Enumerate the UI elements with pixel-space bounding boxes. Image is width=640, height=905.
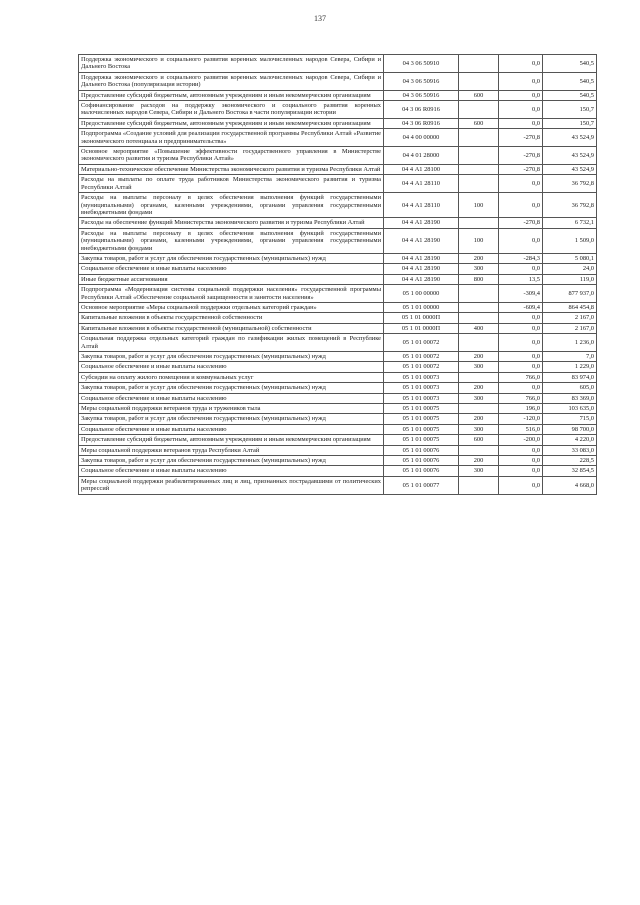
budget-table-body xyxy=(79,55,597,495)
table-row xyxy=(79,218,597,228)
row-change-amount: 0,0 xyxy=(499,334,543,352)
row-total-amount: 4 668,0 xyxy=(543,476,597,494)
row-code: 05 1 01 00075 xyxy=(384,435,459,445)
row-name: Социальное обеспечение и иные выплаты населению xyxy=(79,466,384,476)
row-total-amount: 540,5 xyxy=(543,90,597,100)
row-code: 04 4 А1 28190 xyxy=(384,253,459,263)
row-total-amount: 103 635,0 xyxy=(543,404,597,414)
row-name: Иные бюджетные ассигнования xyxy=(79,274,384,284)
row-total-amount: 5 080,1 xyxy=(543,253,597,263)
row-name: Меры социальной поддержки ветеранов труда и тружеников тыла xyxy=(79,404,384,414)
row-total-amount: 7,0 xyxy=(543,352,597,362)
row-change-amount: 0,0 xyxy=(499,90,543,100)
table-row xyxy=(79,175,597,193)
table-row xyxy=(79,456,597,466)
row-code: 04 4 01 28000 xyxy=(384,147,459,165)
row-code: 05 1 01 00075 xyxy=(384,414,459,424)
table-row xyxy=(79,404,597,414)
row-expense-type xyxy=(459,218,499,228)
row-total-amount: 715,0 xyxy=(543,414,597,424)
row-change-amount: -284,3 xyxy=(499,253,543,263)
row-total-amount: 2 167,0 xyxy=(543,313,597,323)
row-name: Расходы на выплаты персоналу в целях обеспечения выполнения функций государственными (муниципальными) органами, казенными учреждениями, органами управления государственными внебюджетными фондами xyxy=(79,228,384,253)
row-code: 05 1 01 00075 xyxy=(384,424,459,434)
row-code: 05 1 01 00000 xyxy=(384,302,459,312)
row-change-amount: 0,0 xyxy=(499,313,543,323)
table-row xyxy=(79,476,597,494)
row-expense-type: 100 xyxy=(459,228,499,253)
row-code: 04 4 А1 28190 xyxy=(384,274,459,284)
row-name: Закупка товаров, работ и услуг для обеспечения государственных (муниципальных) нужд xyxy=(79,456,384,466)
row-change-amount: -200,0 xyxy=(499,435,543,445)
row-code: 05 1 01 0000П xyxy=(384,313,459,323)
row-name: Субсидии на оплату жилого помещения и коммунальных услуг xyxy=(79,372,384,382)
row-change-amount: 0,0 xyxy=(499,55,543,73)
row-expense-type: 200 xyxy=(459,352,499,362)
row-name: Закупка товаров, работ и услуг для обеспечения государственных (муниципальных) нужд xyxy=(79,383,384,393)
row-change-amount: -120,0 xyxy=(499,414,543,424)
row-code: 04 3 06 R0916 xyxy=(384,118,459,128)
row-code: 05 1 01 00076 xyxy=(384,466,459,476)
table-row xyxy=(79,414,597,424)
row-total-amount: 1 509,0 xyxy=(543,228,597,253)
row-change-amount: -270,8 xyxy=(499,147,543,165)
row-name: Социальная поддержка отдельных категорий граждан по газификации жилых помещений в Республике Алтай xyxy=(79,334,384,352)
row-expense-type xyxy=(459,147,499,165)
row-expense-type xyxy=(459,476,499,494)
table-row xyxy=(79,147,597,165)
row-expense-type: 100 xyxy=(459,193,499,218)
row-code: 05 1 01 00073 xyxy=(384,383,459,393)
row-change-amount: 766,0 xyxy=(499,393,543,403)
row-change-amount: 0,0 xyxy=(499,264,543,274)
row-name: Меры социальной поддержки реабилитированных лиц и лиц, признанных пострадавшими от политических репрессий xyxy=(79,476,384,494)
row-change-amount: 0,0 xyxy=(499,352,543,362)
row-change-amount: 0,0 xyxy=(499,193,543,218)
row-expense-type: 600 xyxy=(459,118,499,128)
row-code: 04 3 06 50916 xyxy=(384,72,459,90)
row-name: Закупка товаров, работ и услуг для обеспечения государственных (муниципальных) нужд xyxy=(79,352,384,362)
row-name: Расходы на обеспечение функций Министерства экономического развития и туризма Республики Алтай xyxy=(79,218,384,228)
table-row xyxy=(79,302,597,312)
row-name: Поддержка экономического и социального развития коренных малочисленных народов Севера, Сибири и Дальнего Востока (популяризация истории) xyxy=(79,72,384,90)
row-name: Социальное обеспечение и иные выплаты населению xyxy=(79,264,384,274)
row-code: 04 4 А1 28100 xyxy=(384,164,459,174)
row-name: Поддержка экономического и социального развития коренных малочисленных народов Севера, Сибири и Дальнего Востока xyxy=(79,55,384,73)
row-expense-type xyxy=(459,164,499,174)
table-row xyxy=(79,72,597,90)
row-expense-type: 200 xyxy=(459,456,499,466)
row-total-amount: 2 167,0 xyxy=(543,323,597,333)
table-row xyxy=(79,164,597,174)
row-code: 05 1 01 00073 xyxy=(384,393,459,403)
table-row xyxy=(79,264,597,274)
row-change-amount: 0,0 xyxy=(499,466,543,476)
row-total-amount: 4 220,0 xyxy=(543,435,597,445)
row-total-amount: 119,0 xyxy=(543,274,597,284)
table-row xyxy=(79,228,597,253)
row-code: 05 1 00 00000 xyxy=(384,285,459,303)
row-total-amount: 36 792,8 xyxy=(543,193,597,218)
row-expense-type: 600 xyxy=(459,435,499,445)
page-number: 137 xyxy=(314,14,326,23)
table-row xyxy=(79,55,597,73)
row-change-amount: 196,0 xyxy=(499,404,543,414)
row-change-amount: 0,0 xyxy=(499,323,543,333)
row-expense-type: 600 xyxy=(459,90,499,100)
row-total-amount: 36 792,8 xyxy=(543,175,597,193)
row-expense-type xyxy=(459,313,499,323)
row-code: 05 1 01 00076 xyxy=(384,456,459,466)
row-total-amount: 150,7 xyxy=(543,118,597,128)
row-change-amount: 0,0 xyxy=(499,456,543,466)
budget-table xyxy=(78,54,597,495)
row-change-amount: -609,4 xyxy=(499,302,543,312)
row-expense-type: 200 xyxy=(459,253,499,263)
row-name: Социальное обеспечение и иные выплаты населению xyxy=(79,362,384,372)
row-name: Софинансирование расходов на поддержку экономического и социального развития коренных малочисленных народов Севера, Сибири и Дальнего Востока в части популяризации истории xyxy=(79,101,384,119)
row-expense-type xyxy=(459,129,499,147)
row-name: Основное мероприятие «Повышение эффективности государственного управления в Министерстве экономического развития и туризма Республики Алтай» xyxy=(79,147,384,165)
row-change-amount: 0,0 xyxy=(499,118,543,128)
row-total-amount: 1 236,0 xyxy=(543,334,597,352)
row-total-amount: 33 083,0 xyxy=(543,445,597,455)
row-total-amount: 864 454,8 xyxy=(543,302,597,312)
row-total-amount: 43 524,9 xyxy=(543,164,597,174)
row-change-amount: 0,0 xyxy=(499,383,543,393)
table-row xyxy=(79,372,597,382)
row-code: 05 1 01 00076 xyxy=(384,445,459,455)
row-code: 04 4 А1 28190 xyxy=(384,218,459,228)
row-expense-type: 300 xyxy=(459,466,499,476)
table-row xyxy=(79,118,597,128)
row-code: 05 1 01 00072 xyxy=(384,362,459,372)
row-code: 04 4 А1 28190 xyxy=(384,264,459,274)
table-row xyxy=(79,352,597,362)
row-total-amount: 98 700,0 xyxy=(543,424,597,434)
row-total-amount: 150,7 xyxy=(543,101,597,119)
row-name: Социальное обеспечение и иные выплаты населению xyxy=(79,424,384,434)
row-name: Закупка товаров, работ и услуг для обеспечения государственных (муниципальных) нужд xyxy=(79,414,384,424)
row-total-amount: 228,5 xyxy=(543,456,597,466)
row-code: 05 1 01 0000П xyxy=(384,323,459,333)
table-row xyxy=(79,383,597,393)
table-row xyxy=(79,323,597,333)
table-row xyxy=(79,101,597,119)
row-code: 04 3 06 R0916 xyxy=(384,101,459,119)
row-code: 05 1 01 00073 xyxy=(384,372,459,382)
row-code: 04 4 А1 28110 xyxy=(384,193,459,218)
row-name: Меры социальной поддержки ветеранов труда Республики Алтай xyxy=(79,445,384,455)
row-total-amount: 32 854,5 xyxy=(543,466,597,476)
row-expense-type: 200 xyxy=(459,383,499,393)
row-expense-type: 200 xyxy=(459,414,499,424)
row-code: 05 1 01 00075 xyxy=(384,404,459,414)
row-code: 04 4 А1 28190 xyxy=(384,228,459,253)
row-name: Основное мероприятие «Меры социальной поддержки отдельных категорий граждан» xyxy=(79,302,384,312)
row-code: 04 4 00 00000 xyxy=(384,129,459,147)
row-code: 05 1 01 00072 xyxy=(384,334,459,352)
row-total-amount: 43 524,9 xyxy=(543,129,597,147)
table-row xyxy=(79,253,597,263)
row-expense-type: 800 xyxy=(459,274,499,284)
row-change-amount: -309,4 xyxy=(499,285,543,303)
row-expense-type: 300 xyxy=(459,264,499,274)
row-total-amount: 83 369,0 xyxy=(543,393,597,403)
row-change-amount: 766,0 xyxy=(499,372,543,382)
row-expense-type: 300 xyxy=(459,424,499,434)
row-change-amount: 0,0 xyxy=(499,101,543,119)
table-row xyxy=(79,129,597,147)
row-change-amount: -270,8 xyxy=(499,164,543,174)
row-total-amount: 877 937,0 xyxy=(543,285,597,303)
table-row xyxy=(79,362,597,372)
row-name: Подпрограмма «Модернизация системы социальной поддержки населения» государственной программы Республики Алтай «Обеспечение социальной защищенности и занятости населения» xyxy=(79,285,384,303)
row-name: Подпрограмма «Создание условий для реализации государственной программы Республики Алтай «Развитие экономического потенциала и предпринимательства» xyxy=(79,129,384,147)
row-change-amount: 0,0 xyxy=(499,175,543,193)
table-row xyxy=(79,445,597,455)
row-expense-type xyxy=(459,285,499,303)
row-code: 04 4 А1 28110 xyxy=(384,175,459,193)
row-name: Социальное обеспечение и иные выплаты населению xyxy=(79,393,384,403)
row-name: Капитальные вложения в объекты государственной собственности xyxy=(79,313,384,323)
table-row xyxy=(79,274,597,284)
row-name: Расходы на выплаты персоналу в целях обеспечения выполнения функций государственными (муниципальными) органами, казенными учреждениями, органами управления государственными внебюджетными фондами xyxy=(79,193,384,218)
row-name: Предоставление субсидий бюджетным, автономным учреждениям и иным некоммерческим организациям xyxy=(79,435,384,445)
row-expense-type xyxy=(459,101,499,119)
row-name: Предоставление субсидий бюджетным, автономным учреждениям и иным некоммерческим организациям xyxy=(79,90,384,100)
row-name: Предоставление субсидий бюджетным, автономным учреждениям и иным некоммерческим организациям xyxy=(79,118,384,128)
row-expense-type xyxy=(459,55,499,73)
row-expense-type xyxy=(459,372,499,382)
row-expense-type xyxy=(459,404,499,414)
table-row xyxy=(79,334,597,352)
table-row xyxy=(79,193,597,218)
row-code: 05 1 01 00072 xyxy=(384,352,459,362)
row-total-amount: 605,0 xyxy=(543,383,597,393)
row-total-amount: 6 732,1 xyxy=(543,218,597,228)
row-change-amount: 0,0 xyxy=(499,362,543,372)
row-change-amount: -270,8 xyxy=(499,129,543,147)
row-change-amount: 0,0 xyxy=(499,72,543,90)
table-row xyxy=(79,466,597,476)
table-row xyxy=(79,435,597,445)
table-row xyxy=(79,90,597,100)
row-change-amount: 13,5 xyxy=(499,274,543,284)
row-change-amount: 0,0 xyxy=(499,445,543,455)
row-name: Материально-техническое обеспечение Министерства экономического развития и туризма Республики Алтай xyxy=(79,164,384,174)
row-expense-type xyxy=(459,334,499,352)
row-change-amount: 0,0 xyxy=(499,228,543,253)
row-code: 04 3 06 50916 xyxy=(384,90,459,100)
row-expense-type: 300 xyxy=(459,362,499,372)
row-expense-type xyxy=(459,445,499,455)
table-row xyxy=(79,285,597,303)
row-expense-type xyxy=(459,302,499,312)
row-expense-type: 300 xyxy=(459,393,499,403)
row-change-amount: 516,0 xyxy=(499,424,543,434)
row-total-amount: 43 524,9 xyxy=(543,147,597,165)
table-row xyxy=(79,313,597,323)
row-total-amount: 540,5 xyxy=(543,55,597,73)
row-expense-type xyxy=(459,72,499,90)
row-change-amount: 0,0 xyxy=(499,476,543,494)
row-total-amount: 24,0 xyxy=(543,264,597,274)
row-name: Капитальные вложения в объекты государственной (муниципальной) собственности xyxy=(79,323,384,333)
row-total-amount: 83 974,0 xyxy=(543,372,597,382)
row-expense-type: 400 xyxy=(459,323,499,333)
row-expense-type xyxy=(459,175,499,193)
row-code: 05 1 01 00077 xyxy=(384,476,459,494)
table-row xyxy=(79,393,597,403)
row-change-amount: -270,8 xyxy=(499,218,543,228)
row-code: 04 3 06 50910 xyxy=(384,55,459,73)
row-name: Расходы на выплаты по оплате труда работников Министерства экономического развития и туризма Республики Алтай xyxy=(79,175,384,193)
row-total-amount: 540,5 xyxy=(543,72,597,90)
row-name: Закупка товаров, работ и услуг для обеспечения государственных (муниципальных) нужд xyxy=(79,253,384,263)
row-total-amount: 1 229,0 xyxy=(543,362,597,372)
table-row xyxy=(79,424,597,434)
